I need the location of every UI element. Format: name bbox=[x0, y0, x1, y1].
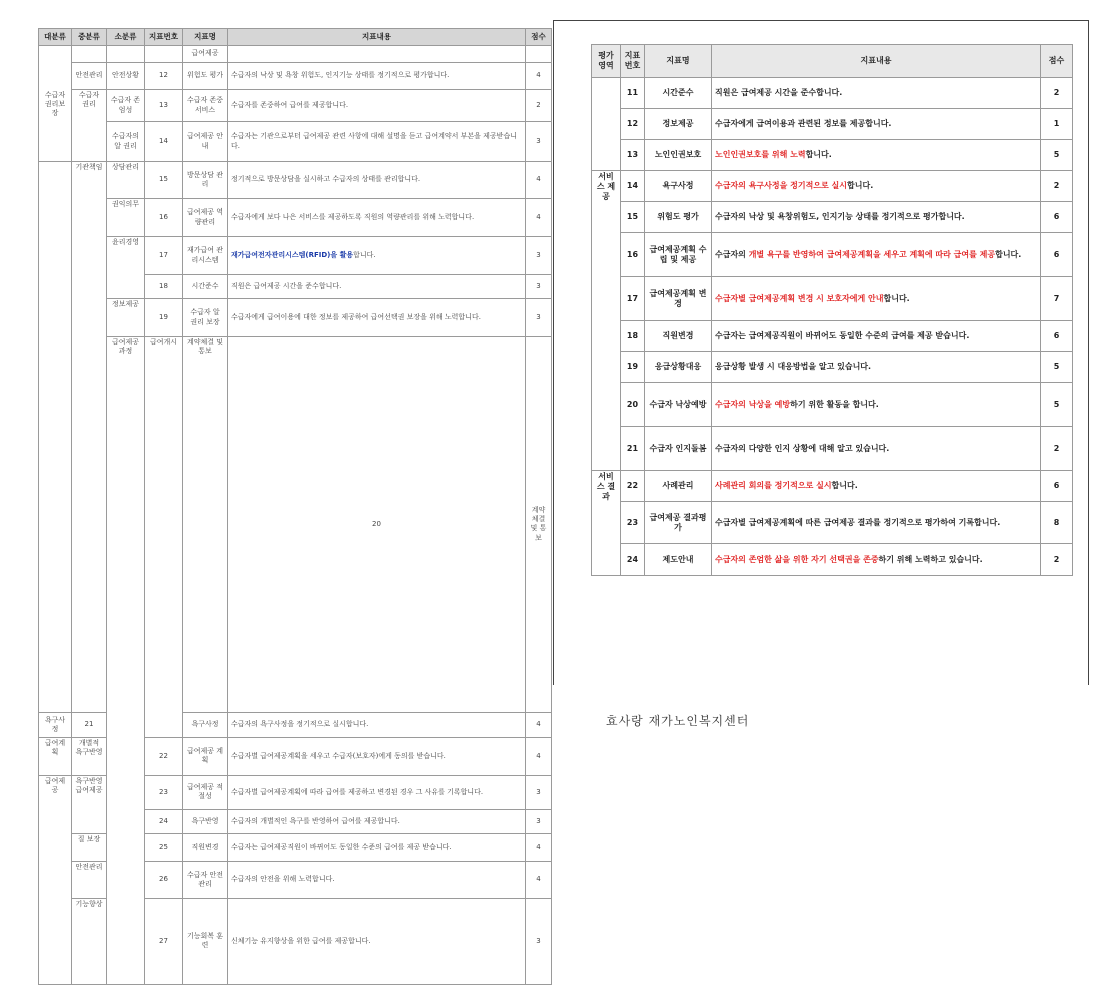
header-mid: 중분류 bbox=[72, 29, 107, 46]
row-name: 수급자 낙상예방 bbox=[645, 383, 712, 427]
highlight-text: 수급자의 존엄한 삶을 위한 자기 선택권을 존중 bbox=[715, 554, 879, 564]
row-name: 급여제공 bbox=[183, 46, 228, 63]
row-name: 급여제공 역량관리 bbox=[183, 199, 228, 237]
row-score: 2 bbox=[1041, 78, 1073, 109]
row-score: 4 bbox=[526, 737, 552, 775]
row-no: 27 bbox=[145, 898, 183, 984]
row-no: 15 bbox=[621, 202, 645, 233]
row-name: 응급상황대응 bbox=[645, 352, 712, 383]
row-content bbox=[712, 427, 1041, 471]
row-content bbox=[712, 352, 1041, 383]
row-content: 정기적으로 방문상담을 실시하고 수급자의 상태를 관리합니다. bbox=[228, 162, 526, 199]
row-no: 15 bbox=[145, 162, 183, 199]
table-row bbox=[592, 427, 1073, 471]
area-label: 서비스 결과 bbox=[592, 471, 621, 576]
highlight-text: 개별 욕구를 반영하여 급여제공계획을 세우고 계획에 따라 급여를 제공 bbox=[748, 249, 996, 259]
row-score: 8 bbox=[1041, 502, 1073, 544]
table-row bbox=[39, 237, 552, 275]
row-no: 18 bbox=[621, 321, 645, 352]
content-text: 직원은 급여제공 시간을 준수합니다. bbox=[715, 88, 843, 97]
table-row bbox=[39, 46, 552, 63]
row-score: 6 bbox=[1041, 233, 1073, 277]
row-name: 수급자 알 권리 보장 bbox=[183, 299, 228, 337]
row-content: 수급자의 안전을 위해 노력합니다. bbox=[228, 861, 526, 898]
row-content: 수급자를 존중하여 급여를 제공합니다. bbox=[228, 90, 526, 122]
row-no: 11 bbox=[621, 78, 645, 109]
rfid-highlight: 재가급여전자관리시스템(RFID)을 활용 bbox=[231, 250, 354, 259]
row-no: 22 bbox=[145, 737, 183, 775]
table-row bbox=[592, 502, 1073, 544]
row-content bbox=[712, 277, 1041, 321]
header-no: 지표 번호 bbox=[621, 45, 645, 78]
row-no: 17 bbox=[145, 237, 183, 275]
table-row bbox=[592, 471, 1073, 502]
left-indicator-table bbox=[38, 28, 552, 985]
row-name: 수급자 안전관리 bbox=[183, 861, 228, 898]
row-name: 시간준수 bbox=[183, 275, 228, 299]
row-no: 14 bbox=[621, 171, 645, 202]
row-content: 수급자는 기관으로부터 급여제공 관련 사항에 대해 설명을 듣고 급여계약서 부본을 제공받습니다. bbox=[228, 122, 526, 162]
row-no: 18 bbox=[145, 275, 183, 299]
highlight-text: 수급자의 욕구사정을 정기적으로 실시 bbox=[715, 181, 848, 190]
sub-category: 윤리경영 bbox=[107, 237, 145, 275]
row-content: 수급자의 개별적인 욕구를 반영하여 급여를 제공합니다. bbox=[228, 809, 526, 833]
row-content bbox=[712, 502, 1041, 544]
header-no: 지표번호 bbox=[145, 29, 183, 46]
row-name: 제도안내 bbox=[645, 544, 712, 576]
row-content bbox=[712, 383, 1041, 427]
content-text: 수급자는 급여제공직원이 바뀌어도 동일한 수준의 급여를 제공 받습니다. bbox=[715, 331, 970, 340]
row-score: 5 bbox=[1041, 140, 1073, 171]
row-score: 7 bbox=[1041, 277, 1073, 321]
row-content bbox=[228, 237, 526, 275]
row-name: 급여제공 계획 bbox=[183, 737, 228, 775]
sub-category: 욕구반영 급여제공 bbox=[72, 775, 107, 833]
row-content: 수급자의 낙상 및 욕창 위험도, 인지기능 상태를 정기적으로 평가합니다. bbox=[228, 63, 526, 90]
table-row bbox=[39, 337, 552, 713]
table-row bbox=[592, 352, 1073, 383]
row-no: 26 bbox=[145, 861, 183, 898]
table-row bbox=[592, 109, 1073, 140]
row-name: 직원변경 bbox=[183, 833, 228, 861]
sub-category: 욕구사정 bbox=[39, 712, 72, 737]
row-score: 6 bbox=[1041, 321, 1073, 352]
row-score: 2 bbox=[1041, 427, 1073, 471]
row-no: 17 bbox=[621, 277, 645, 321]
row-no: 23 bbox=[145, 775, 183, 809]
row-content bbox=[712, 321, 1041, 352]
table-row bbox=[39, 275, 552, 299]
table-row bbox=[592, 140, 1073, 171]
row-content: 수급자별 급여제공계획을 세우고 수급자(보호자)에게 동의를 받습니다. bbox=[228, 737, 526, 775]
row-name: 급여제공계획 수립 및 제공 bbox=[645, 233, 712, 277]
row-no: 19 bbox=[621, 352, 645, 383]
table-row bbox=[39, 90, 552, 122]
row-name: 욕구사정 bbox=[645, 171, 712, 202]
sub-category: 안전상황 bbox=[107, 63, 145, 90]
header-content: 지표내용 bbox=[712, 45, 1041, 78]
mid-category: 급여제공 bbox=[39, 775, 72, 984]
content-text: 수급자의 다양한 인지 상황에 대해 알고 있습니다. bbox=[715, 443, 890, 453]
content-text: 수급자의 낙상 및 욕창위험도, 인지기능 상태를 정기적으로 평가합니다. bbox=[715, 212, 965, 221]
content-text: 합니다. bbox=[995, 249, 1022, 259]
row-score: 6 bbox=[1041, 202, 1073, 233]
row-no: 25 bbox=[145, 833, 183, 861]
row-score: 3 bbox=[526, 122, 552, 162]
row-content bbox=[712, 233, 1041, 277]
mid-category: 급여개시 bbox=[145, 337, 183, 738]
highlight-text: 수급자별 급여제공계획 변경 시 보호자에게 안내 bbox=[715, 293, 884, 303]
row-score: 2 bbox=[526, 90, 552, 122]
row-score: 4 bbox=[526, 712, 552, 737]
page-right-border bbox=[1088, 20, 1089, 685]
row-score: 1 bbox=[1041, 109, 1073, 140]
row-score: 5 bbox=[1041, 352, 1073, 383]
row-content: 직원은 급여제공 시간을 준수합니다. bbox=[228, 275, 526, 299]
right-table-header bbox=[592, 45, 1073, 78]
row-name: 재가급여 관리시스템 bbox=[183, 237, 228, 275]
header-score: 점수 bbox=[1041, 45, 1073, 78]
row-score: 3 bbox=[526, 775, 552, 809]
row-score: 4 bbox=[526, 861, 552, 898]
content-text: 하기 위해 노력하고 있습니다. bbox=[878, 554, 983, 564]
row-content: 수급자에게 보다 나은 서비스를 제공하도록 직원의 역량관리를 위해 노력합니다. bbox=[228, 199, 526, 237]
header-major: 대분류 bbox=[39, 29, 72, 46]
table-row bbox=[39, 122, 552, 162]
content-text: 응급상황 발생 시 대응방법을 알고 있습니다. bbox=[715, 362, 872, 371]
mid-category: 수급자 권리 bbox=[72, 90, 107, 162]
content-text: 하기 위한 활동을 합니다. bbox=[790, 399, 879, 409]
mid-category: 급여계획 bbox=[39, 737, 72, 775]
mid-category: 기관책임 bbox=[72, 162, 107, 713]
mid-category: 안전관리 bbox=[72, 63, 107, 90]
row-no: 20 bbox=[621, 383, 645, 427]
table-row bbox=[592, 171, 1073, 202]
row-no: 16 bbox=[621, 233, 645, 277]
row-name: 직원변경 bbox=[645, 321, 712, 352]
row-name: 시간준수 bbox=[645, 78, 712, 109]
major-category: 수급자 권리보장 bbox=[39, 90, 72, 162]
row-content: 수급자는 급여제공직원이 바뀌어도 동일한 수준의 급여를 제공 받습니다. bbox=[228, 833, 526, 861]
row-score: 3 bbox=[526, 809, 552, 833]
row-no: 22 bbox=[621, 471, 645, 502]
row-content: 신체기능 유지향상을 위한 급여를 제공합니다. bbox=[228, 898, 526, 984]
table-row bbox=[592, 78, 1073, 109]
center-name-footer: 효사랑 재가노인복지센터 bbox=[606, 714, 750, 728]
row-no: 21 bbox=[621, 427, 645, 471]
table-row bbox=[39, 199, 552, 237]
page-top-border bbox=[553, 20, 1088, 21]
row-name: 노인인권보호 bbox=[645, 140, 712, 171]
sub-category: 질 보장 bbox=[72, 833, 107, 861]
table-row bbox=[592, 202, 1073, 233]
row-score: 2 bbox=[1041, 171, 1073, 202]
row-name: 방문상담 관리 bbox=[183, 162, 228, 199]
row-content bbox=[712, 109, 1041, 140]
content-text: 합니다. bbox=[883, 293, 910, 303]
page-divider bbox=[553, 20, 554, 685]
table-row bbox=[592, 321, 1073, 352]
row-name: 욕구사정 bbox=[183, 712, 228, 737]
row-no: 12 bbox=[621, 109, 645, 140]
content-text: 수급자의 bbox=[715, 249, 749, 259]
row-name: 급여제공 적절성 bbox=[183, 775, 228, 809]
row-score: 2 bbox=[1041, 544, 1073, 576]
header-content: 지표내용 bbox=[228, 29, 526, 46]
header-name: 지표명 bbox=[645, 45, 712, 78]
header-area: 평가 영역 bbox=[592, 45, 621, 78]
highlight-text: 수급자의 낙상을 예방 bbox=[715, 399, 791, 409]
table-row bbox=[39, 299, 552, 337]
row-no: 20 bbox=[228, 337, 526, 713]
sub-category: 권익의무 bbox=[107, 199, 145, 237]
sub-category: 기능향상 bbox=[72, 898, 107, 984]
row-name: 위험도 평가 bbox=[645, 202, 712, 233]
row-score: 3 bbox=[526, 299, 552, 337]
row-content: 수급자의 욕구사정을 정기적으로 실시합니다. bbox=[228, 712, 526, 737]
table-row bbox=[592, 233, 1073, 277]
row-content bbox=[712, 202, 1041, 233]
row-score: 4 bbox=[526, 63, 552, 90]
sub-category: 정보제공 bbox=[107, 299, 145, 337]
table-row bbox=[592, 383, 1073, 427]
row-score: 3 bbox=[526, 898, 552, 984]
right-indicator-table bbox=[591, 44, 1073, 576]
row-no: 14 bbox=[145, 122, 183, 162]
left-table-header bbox=[39, 29, 552, 46]
row-score: 5 bbox=[1041, 383, 1073, 427]
sub-category: 상담관리 bbox=[107, 162, 145, 199]
table-row bbox=[39, 162, 552, 199]
row-no: 21 bbox=[72, 712, 107, 737]
row-no: 24 bbox=[145, 809, 183, 833]
row-score: 4 bbox=[526, 162, 552, 199]
row-score: 4 bbox=[526, 199, 552, 237]
header-sub: 소분류 bbox=[107, 29, 145, 46]
row-content: 수급자별 급여제공계획에 따라 급여를 제공하고 변경된 경우 그 사유를 기록합니다. bbox=[228, 775, 526, 809]
row-name: 기능회복 훈련 bbox=[183, 898, 228, 984]
sub-category: 안전관리 bbox=[72, 861, 107, 898]
row-name: 위험도 평가 bbox=[183, 63, 228, 90]
row-name: 계약체결 및 통보 bbox=[526, 337, 552, 713]
row-no: 23 bbox=[621, 502, 645, 544]
row-name: 사례관리 bbox=[645, 471, 712, 502]
row-score: 6 bbox=[1041, 471, 1073, 502]
sub-category: 수급자의 알 권리 bbox=[107, 122, 145, 162]
content-tail: 합니다. bbox=[353, 250, 376, 259]
row-name: 수급자 존중서비스 bbox=[183, 90, 228, 122]
row-name: 급여제공 안내 bbox=[183, 122, 228, 162]
sub-category: 수급자 존엄성 bbox=[107, 90, 145, 122]
table-row bbox=[592, 544, 1073, 576]
row-no: 13 bbox=[145, 90, 183, 122]
row-score: 4 bbox=[526, 833, 552, 861]
header-score: 점수 bbox=[526, 29, 552, 46]
row-content: 수급자에게 급여이용에 대한 정보를 제공하여 급여선택권 보장을 위해 노력합니다. bbox=[228, 299, 526, 337]
table-row bbox=[592, 277, 1073, 321]
row-name: 급여제공계획 변경 bbox=[645, 277, 712, 321]
row-content bbox=[712, 544, 1041, 576]
content-text: 수급자에게 급여이용과 관련된 정보를 제공합니다. bbox=[715, 119, 892, 128]
content-text: 합니다. bbox=[847, 181, 874, 190]
row-name: 수급자 인지돌봄 bbox=[645, 427, 712, 471]
table-row bbox=[39, 63, 552, 90]
header-name: 지표명 bbox=[183, 29, 228, 46]
content-text: 합니다. bbox=[805, 150, 832, 159]
row-score: 3 bbox=[526, 237, 552, 275]
row-content bbox=[712, 140, 1041, 171]
row-no: 12 bbox=[145, 63, 183, 90]
row-name: 급여제공 결과평가 bbox=[645, 502, 712, 544]
row-no: 16 bbox=[145, 199, 183, 237]
row-content bbox=[712, 78, 1041, 109]
content-text: 합니다. bbox=[831, 481, 858, 490]
area-label: 서비스 제공 bbox=[592, 171, 621, 471]
row-name: 욕구반영 bbox=[183, 809, 228, 833]
row-score: 3 bbox=[526, 275, 552, 299]
sub-category: 계약체결 및 통보 bbox=[183, 337, 228, 713]
highlight-text: 노인인권보호를 위해 노력 bbox=[715, 150, 806, 159]
major-category: 급여제공 과정 bbox=[107, 337, 145, 985]
row-content bbox=[712, 171, 1041, 202]
row-no: 19 bbox=[145, 299, 183, 337]
row-content bbox=[712, 471, 1041, 502]
row-no: 24 bbox=[621, 544, 645, 576]
row-name: 정보제공 bbox=[645, 109, 712, 140]
highlight-text: 사례관리 회의를 정기적으로 실시 bbox=[715, 481, 832, 490]
content-text: 수급자별 급여제공계획에 따른 급여제공 결과를 정기적으로 평가하여 기록합니다. bbox=[715, 517, 1001, 527]
sub-category: 개별적 욕구반영 bbox=[72, 737, 107, 775]
row-no: 13 bbox=[621, 140, 645, 171]
